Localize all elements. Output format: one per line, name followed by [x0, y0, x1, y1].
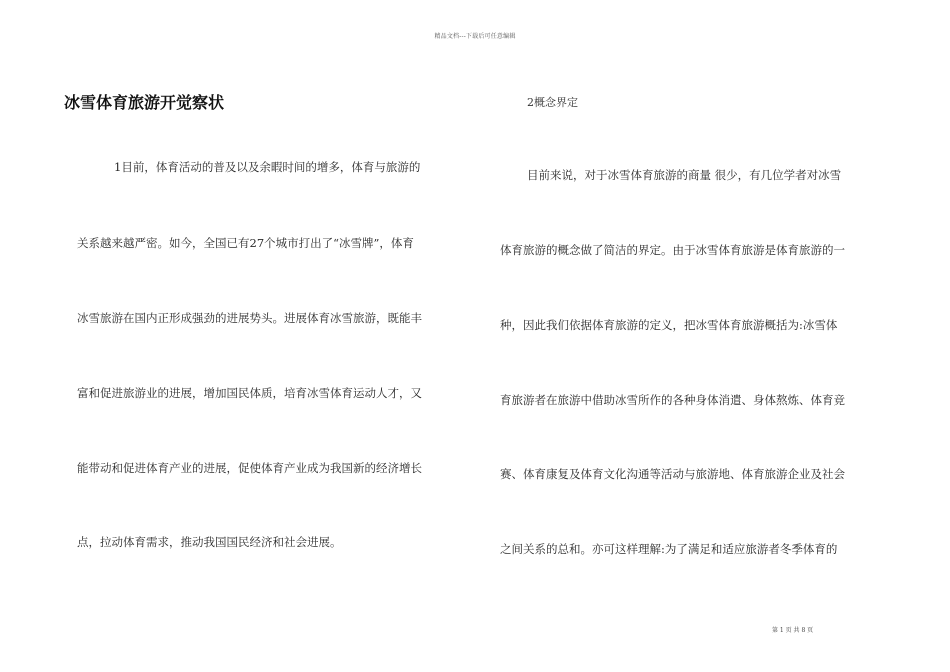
paragraph-line: 能带动和促进体育产业的进展，促使体育产业成为我国新的经济增长	[77, 461, 422, 475]
paragraph-line: 冰雪旅游在国内正形成强劲的进展势头。进展体育冰雪旅游，既能丰	[77, 311, 422, 325]
paragraph-line: 体育旅游的概念做了简洁的界定。由于冰雪体育旅游是体育旅游的一	[500, 243, 845, 257]
paragraph-line: 关系越来越严密。如今，全国已有27个城市打出了“冰雪牌”，体育	[77, 236, 414, 250]
paragraph-line: 富和促进旅游业的进展，增加国民体质，培育冰雪体育运动人才，又	[77, 386, 422, 400]
paragraph-line: 点，拉动体育需求，推动我国国民经济和社会进展。	[77, 535, 342, 549]
paragraph-line: 赛、体育康复及体育文化沟通等活动与旅游地、体育旅游企业及社会	[500, 467, 845, 481]
document-title: 冰雪体育旅游开觉察状	[64, 93, 225, 112]
paragraph-line: 种，因此我们依据体育旅游的定义，把冰雪体育旅游概括为:冰雪体	[500, 318, 838, 332]
paragraph-line: 1目前，体育活动的普及以及余暇时间的增多，体育与旅游的	[114, 160, 421, 174]
paragraph-line: 育旅游者在旅游中借助冰雪所作的各种身体消遣、身体熬炼、体育竞	[500, 393, 845, 407]
section-heading: 2概念界定	[527, 96, 578, 109]
document-header-note: 精品文档---下载后可任意编辑	[434, 33, 516, 40]
paragraph-line: 之间关系的总和。亦可这样理解:为了满足和适应旅游者冬季体育的	[500, 542, 838, 556]
paragraph-line: 目前来说，对于冰雪体育旅游的商量 很少，有几位学者对冰雪	[527, 168, 842, 182]
page-number: 第 1 页 共 8 页	[772, 627, 814, 634]
